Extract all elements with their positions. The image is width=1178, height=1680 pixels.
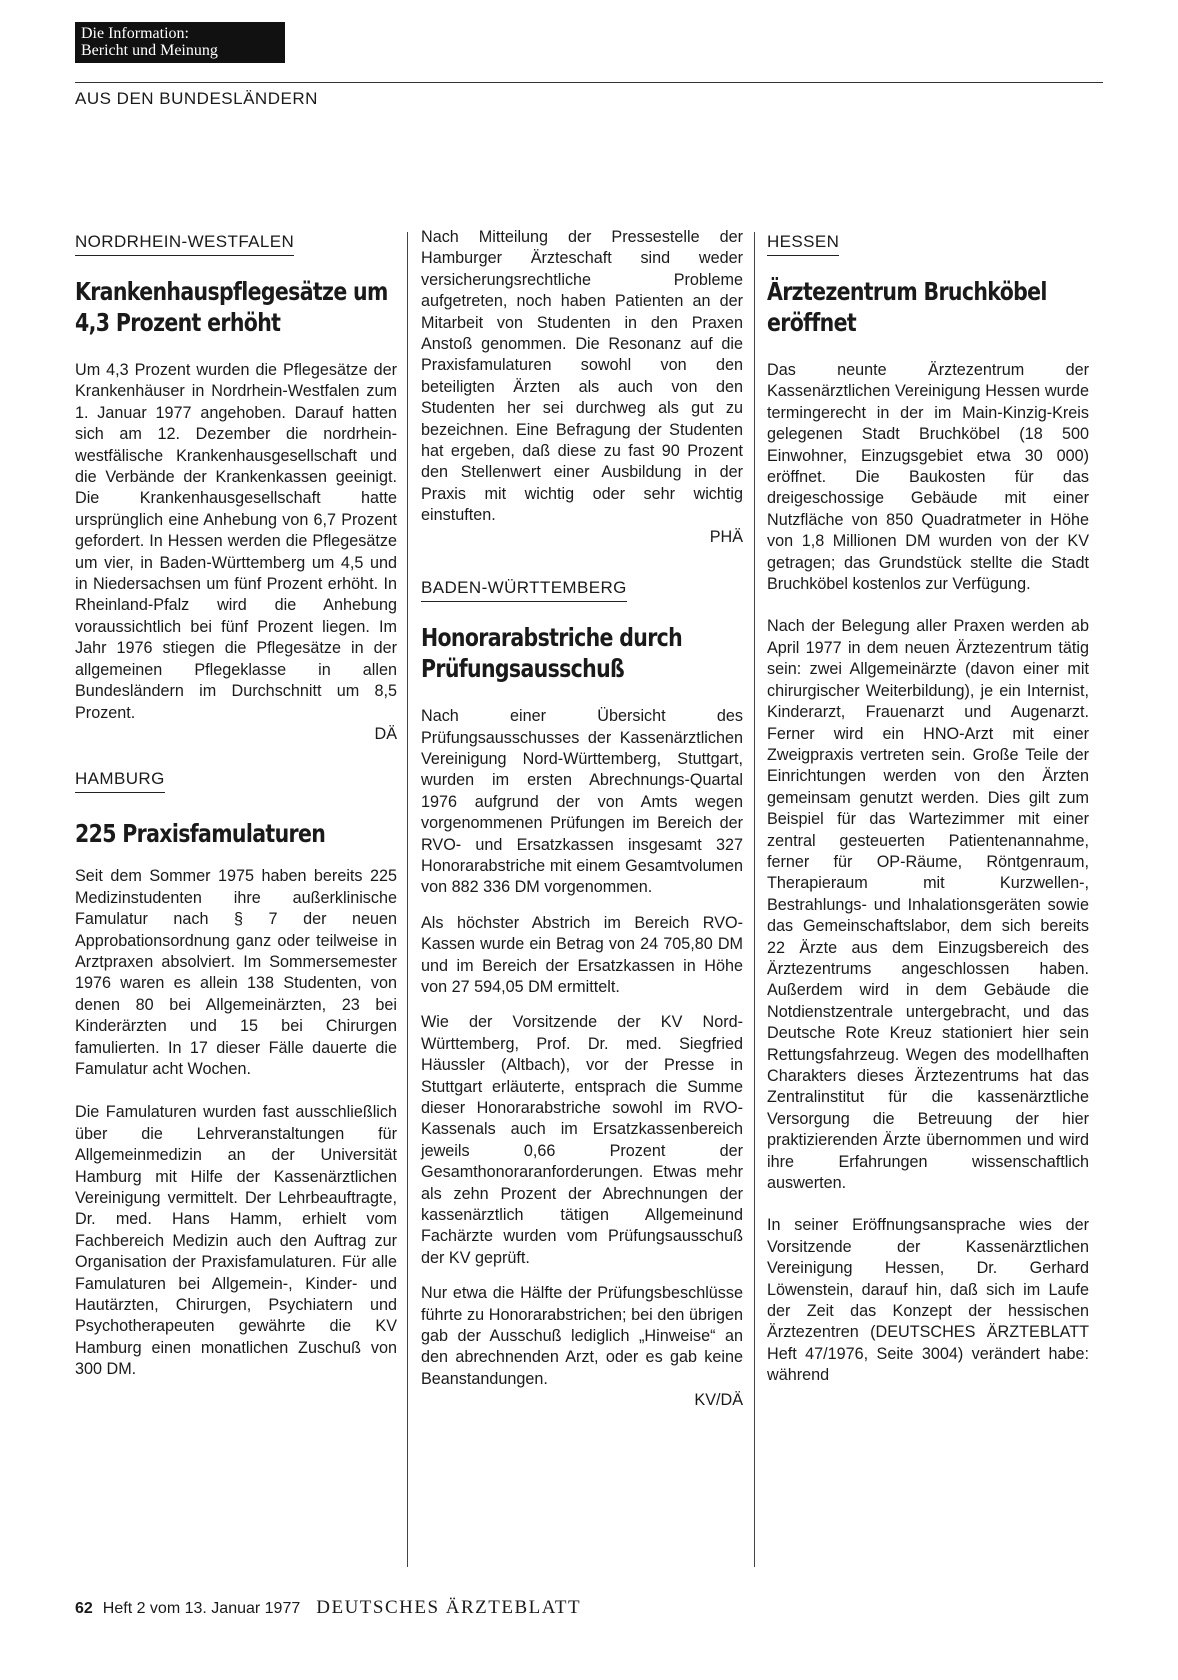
article-hessen-para-1: Das neunte Ärztezentrum der Kassenärztlichen Vereinigung Hessen wurde termingerecht in der im Main-Kinzig-Kreis gelegenen Stadt Bruchköbel (18 500 Einwohner, Einzugsgebiet etwa 30 000) eröffnet. Die Baukosten für das dreigeschossige Gebäude mit einer Nutzfläche von 850 Quadratmeter in Höhe von 1,8 Millionen DM wurden von der KV getragen; das Grundstück stellte die Stadt Bruchköbel kostenlos zur Verfügung.: [767, 361, 1089, 594]
article-nrw-text: Um 4,3 Prozent wurden die Pflegesätze der Krankenhäuser in Nordrhein-Westfalen zum 1. Januar 1977 angehoben. Darauf hatten sich am 12. Dezember die nordrhein-westfälische Krankenhausgesellschaft und die Verbände der Krankenkassen geeinigt. Die Krankenhausgesellschaft hatte ursprünglich eine Anhebung von 6,7 Prozent gefordert. In Hessen werden die Pflegesätze um vier, in Baden-Württemberg um 4,5 und in Niedersachsen um fünf Prozent erhöht. In Rheinland-Pfalz wird die Anhebung voraussichtlich bei fünf Prozent liegen. Im Jahr 1976 stiegen die Pflegesätze in der allgemeinen Pflegeklasse in allen Bundesländern im Durchschnitt um 8,5 Prozent.: [75, 361, 397, 722]
column-1: [75, 232, 397, 1381]
column-divider-1: [407, 232, 408, 1567]
article-bw-para-4-text: Nur etwa die Hälfte der Prüfungsbeschlüsse führte zu Honorarabstrichen; bei den übrigen gab der Ausschuß lediglich „Hinweise“ an den abrechnenden Arzt, oder es gab keine Beanstandungen.: [421, 1284, 743, 1388]
article-hamburg-para-2: Die Famulaturen wurden fast ausschließlich über die Lehrveranstaltungen für Allgemeinmedizin an der Universität Hamburg mit Hilfe der Kassenärztlichen Vereinigung vermittelt. Der Lehrbeauftragte, Dr. med. Hans Hamm, erhielt vom Fachbereich Medizin auch den Auftrag zur Organisation der Praxisfamulaturen. Für alle Famulaturen bei Allgemein-, Kinder- und Hautärzten, Chirurgen, Psychiatern und Psychotherapeuten gewährte die KV Hamburg einen monatlichen Zuschuß von 300 DM.: [75, 1103, 397, 1379]
article-hamburg-continued-text: Nach Mitteilung der Pressestelle der Hamburger Ärzteschaft sind weder versicherungsrechtliche Probleme aufgetreten, noch haben Patienten an der Mitarbeit von Studenten in den Praxen Anstoß genommen. Die Resonanz auf die Praxisfamulaturen sowohl von den beteiligten Ärzten als auch von den Studenten her sei durchweg als gut zu bezeichnen. Eine Befragung der Studenten hat ergeben, daß diese zu fast 90 Prozent den Stellenwert einer Ausbildung in der Praxis mit wichtig oder sehr wichtig einstuften.: [421, 228, 743, 525]
section-kicker: AUS DEN BUNDESLÄNDERN: [75, 89, 318, 108]
article-hessen-para-3: In seiner Eröffnungsansprache wies der Vorsitzende der Kassenärztlichen Vereinigung Hessen, Dr. Gerhard Löwenstein, darauf hin, daß sich im Laufe der Zeit das Konzept der hessischen Ärztezentren (DEUTSCHES ÄRZTEBLATT Heft 47/1976, Seite 3004) verändert habe: während: [767, 1216, 1089, 1385]
region-hessen: HESSEN: [767, 232, 839, 256]
region-bw: BADEN-WÜRTTEMBERG: [421, 578, 627, 602]
article-bw-para-4: [421, 1283, 743, 1411]
headline-hessen: Ärztezentrum Bruchköbel eröffnet: [767, 277, 1047, 337]
badge-line-1: Die Information:: [81, 25, 189, 42]
article-bw-para-1: Nach einer Übersicht des Prüfungsausschusses der Kassenärztlichen Vereinigung Nord-Württemberg, Stuttgart, wurden im ersten Abrechnungs-Quartal 1976 aufgrund der von Amts wegen vorgenommenen Prüfungen im Bereich der RVO- und Ersatzkassen insgesamt 327 Honorarabstriche mit einem Gesamtvolumen von 882 336 DM vorgenommen.: [421, 707, 743, 897]
column-3: [767, 232, 1089, 1387]
headline-hamburg: 225 Praxisfamulaturen: [75, 819, 326, 849]
article-bw-para-3: Wie der Vorsitzende der KV Nord-Württemberg, Prof. Dr. med. Siegfried Häussler (Altbach), vor der Presse in Stuttgart erläuterte, entsprach die Summe dieser Honorarabstriche sowohl im RVO-Kassenals auch im Ersatzkassenbereich jeweils 0,66 Prozent der Gesamthonoraranforderungen. Etwas mehr als zehn Prozent der Abrechnungen der kassenärztlich tätigen Allgemeinund Fachärzte wurden vom Prüfungsausschuß der KV geprüft.: [421, 1013, 743, 1267]
signature-kv: KV/DÄ: [694, 1391, 743, 1410]
region-nrw: NORDRHEIN-WESTFALEN: [75, 232, 294, 256]
article-bw-para-2: Als höchster Abstrich im Bereich RVO-Kassen wurde ein Betrag von 24 705,80 DM und im Bereich der Ersatzkassen in Höhe von 27 594,05 DM ermittelt.: [421, 913, 743, 996]
issue-info: Heft 2 vom 13. Januar 1977: [102, 1600, 301, 1617]
article-hessen-para-2: Nach der Belegung aller Praxen werden ab April 1977 in dem neuen Ärztezentrum tätig sein: zwei Allgemeinärzte (davon einer mit chirurgischer Weiterbildung), je ein Internist, Kinderarzt, Frauenarzt und Augenarzt. Ferner wird ein HNO-Arzt mit einer Zweigpraxis vertreten sein. Große Teile der Einrichtungen werden von den Ärzten gemeinsam genutzt werden. Dies gilt zum Beispiel für das Wartezimmer mit einer zentral gesteuerten Patientenannahme, ferner für OP-Räume, Röntgenraum, Therapieraum mit Kurzwellen-, Bestrahlungs- und Inhalationsgeräten sowie das Gemeinschaftslabor, dem sich bereits 22 Ärzte aus dem Einzugsbereich des Ärztezentrums angeschlossen haben. Außerdem wird in dem Gebäude die Notdienstzentrale untergebracht, und das Deutsche Rote Kreuz stationiert hier sein Rettungsfahrzeug. Wegen des modellhaften Charakters dieses Ärztezentrums hat das Zentralinstitut für die kassenärztliche Versorgung die Betreuung der hier praktizierenden Ärzte übernommen und wird ihre Erfahrungen wissenschaftlich auswerten.: [767, 617, 1089, 1193]
article-hamburg-continued: [421, 227, 743, 548]
headline-bw: Honorarabstriche durch Prüfungsausschuß: [421, 623, 683, 684]
journal-title: DEUTSCHES ÄRZTEBLATT: [316, 1597, 582, 1618]
article-nrw-body: [75, 360, 397, 745]
page-footer: [75, 1597, 581, 1619]
section-badge: [75, 22, 285, 63]
article-hamburg-para-1: Seit dem Sommer 1975 haben bereits 225 Medizinstudenten ihre außerklinische Famulatur nach § 7 der neuen Approbationsordnung ganz oder teilweise in Arztpraxen absolviert. Im Sommersemester 1976 waren es allein 138 Studenten, von denen 80 bei Allgemeinärzten, 23 bei Kinderärzten und 15 bei Chirurgen famulierten. In 17 dieser Fälle dauerte die Famulatur acht Wochen.: [75, 867, 397, 1078]
badge-line-2: Bericht und Meinung: [81, 42, 218, 59]
page-number: 62: [75, 1600, 93, 1617]
headline-nrw: Krankenhauspflegesätze um 4,3 Prozent erhöht: [75, 277, 388, 337]
column-2: [421, 228, 743, 1412]
region-hamburg: HAMBURG: [75, 769, 165, 793]
top-rule: [75, 82, 1103, 83]
signature-nrw: DÄ: [374, 724, 397, 743]
signature-pha: PHÄ: [709, 527, 743, 546]
column-divider-2: [754, 232, 755, 1567]
